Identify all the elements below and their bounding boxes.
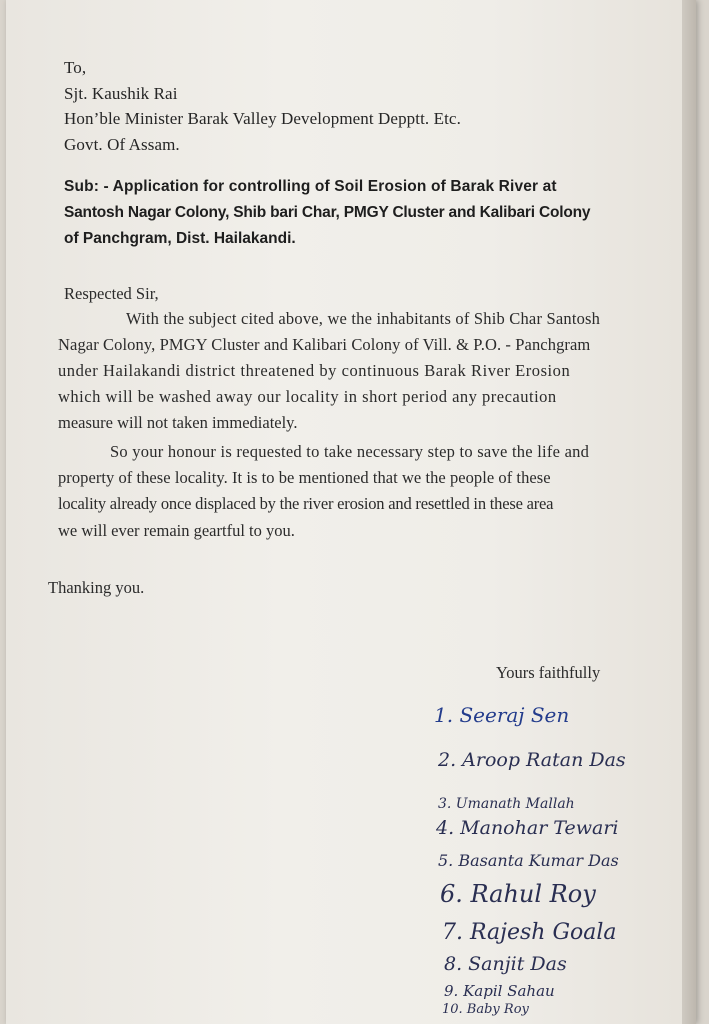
subject-line-1: Sub: - Application for controlling of Soil Erosion of Barak River at	[64, 178, 557, 195]
signature-3: 3. Umanath Mallah	[438, 796, 575, 812]
signature-10: 10. Baby Roy	[442, 1002, 529, 1017]
subject-line-3: of Panchgram, Dist. Hailakandi.	[64, 230, 296, 247]
sign-off: Yours faithfully	[496, 663, 601, 682]
body-line: under Hailakandi district threatened by continuous Barak River Erosion	[58, 361, 571, 380]
body-line: So your honour is requested to take necessary step to save the life and	[110, 442, 590, 461]
salutation: Respected Sir,	[64, 284, 159, 303]
body-line: measure will not taken immediately.	[58, 413, 298, 432]
recipient-name: Sjt. Kaushik Rai	[64, 84, 178, 103]
letter-page	[6, 0, 696, 1024]
subject-line-2: Santosh Nagar Colony, Shib bari Char, PMGY Cluster and Kalibari Colony	[64, 204, 591, 221]
body-line: With the subject cited above, we the inhabitants of Shib Char Santosh	[126, 309, 601, 328]
signature-9: 9. Kapil Sahau	[444, 982, 555, 1000]
body-line: locality already once displaced by the river erosion and resettled in these area	[58, 494, 554, 513]
signature-5: 5. Basanta Kumar Das	[438, 851, 619, 870]
body-line: property of these locality. It is to be mentioned that we the people of these	[58, 468, 551, 487]
body-line: we will ever remain geartful to you.	[58, 521, 295, 540]
signature-7: 7. Rajesh Goala	[442, 920, 617, 945]
body-line: Nagar Colony, PMGY Cluster and Kalibari Colony of Vill. & P.O. - Panchgram	[58, 335, 591, 354]
address-to: To,	[64, 58, 87, 77]
signature-8: 8. Sanjit Das	[444, 953, 567, 975]
signature-1: 1. Seeraj Sen	[434, 703, 570, 727]
body-line: which will be washed away our locality in short period any precaution	[58, 387, 557, 406]
signature-4: 4. Manohar Tewari	[436, 817, 619, 839]
closing: Thanking you.	[48, 578, 145, 597]
signature-6: 6. Rahul Roy	[440, 880, 596, 908]
recipient-govt: Govt. Of Assam.	[64, 135, 180, 154]
signature-2: 2. Aroop Ratan Das	[438, 749, 626, 771]
recipient-title: Hon’ble Minister Barak Valley Development Depptt. Etc.	[64, 109, 461, 128]
